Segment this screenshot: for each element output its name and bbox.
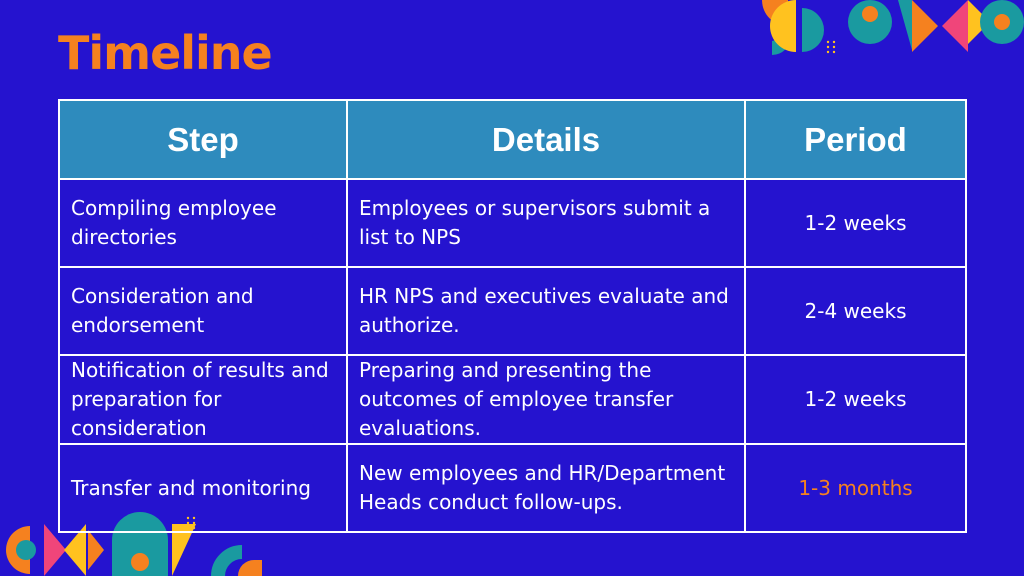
table-row <box>59 355 966 444</box>
period-cell-highlighted: 1-3 months <box>745 444 966 532</box>
dot-grid-decoration <box>826 40 836 54</box>
teal-arc-shape <box>218 552 242 576</box>
pink-triangle-shape <box>942 0 968 52</box>
teal-circle-shape <box>16 540 36 560</box>
orange-triangle-shape <box>912 0 938 52</box>
details-cell: HR NPS and executives evaluate and authorize. <box>347 267 745 355</box>
table-header-row <box>59 100 966 179</box>
step-cell: Consideration and endorsement <box>59 267 347 355</box>
orange-dot-shape <box>862 6 878 22</box>
teal-wedge-shape <box>898 0 912 50</box>
table-row <box>59 444 966 532</box>
step-cell: Compiling employee directories <box>59 179 347 267</box>
table-row <box>59 179 966 267</box>
step-cell: Notification of results and preparation for consideration <box>59 355 347 444</box>
details-cell: Preparing and presenting the outcomes of employee transfer evaluations. <box>347 355 745 444</box>
orange-center-dot-shape <box>994 14 1010 30</box>
slide-title: Timeline <box>58 26 272 80</box>
decorative-shapes-top <box>762 0 1024 60</box>
orange-dot-shape <box>131 553 149 571</box>
period-cell: 1-2 weeks <box>745 179 966 267</box>
details-cell: Employees or supervisors submit a list to NPS <box>347 179 745 267</box>
orange-quarter-shape <box>238 560 262 576</box>
teal-half-circle-shape <box>802 8 824 52</box>
details-cell: New employees and HR/Department Heads conduct follow-ups. <box>347 444 745 532</box>
table-row <box>59 267 966 355</box>
column-header-details: Details <box>347 100 745 179</box>
column-header-step: Step <box>59 100 347 179</box>
orange-triangle-shape <box>88 530 104 570</box>
timeline-table <box>58 99 967 533</box>
period-cell: 2-4 weeks <box>745 267 966 355</box>
period-cell: 1-2 weeks <box>745 355 966 444</box>
column-header-period: Period <box>745 100 966 179</box>
step-cell: Transfer and monitoring <box>59 444 347 532</box>
